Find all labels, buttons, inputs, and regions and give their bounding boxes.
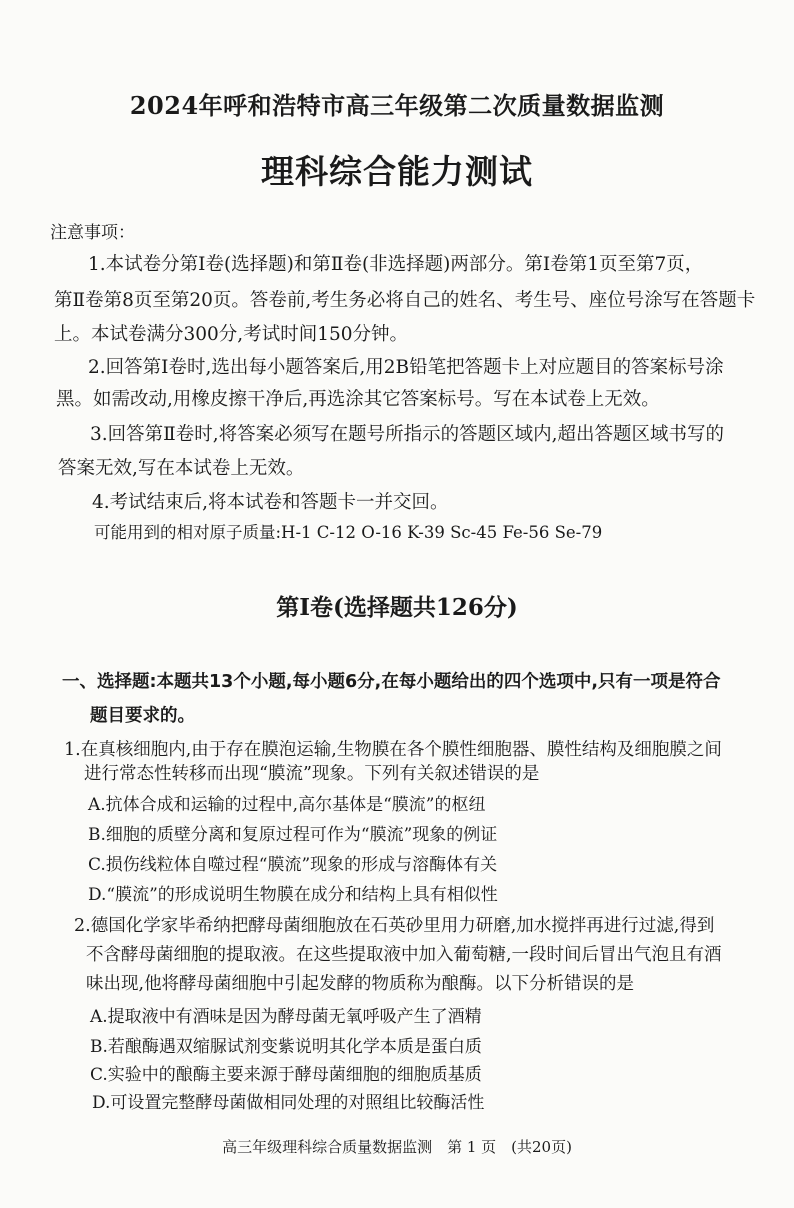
notice-line: 3.回答第Ⅱ卷时,将答案必须写在题号所指示的答题区域内,超出答题区域书写的 — [90, 424, 724, 445]
option: B.细胞的质壁分离和复原过程可作为“膜流”现象的例证 — [88, 825, 498, 845]
option: C.损伤线粒体自噬过程“膜流”现象的形成与溶酶体有关 — [88, 855, 498, 875]
notice-line: 黑。如需改动,用橡皮擦干净后,再选涂其它答案标号。写在本试卷上无效。 — [56, 389, 660, 410]
notice-heading: 注意事项： — [50, 223, 135, 243]
notice-line: 答案无效,写在本试卷上无效。 — [58, 458, 305, 479]
option: A.抗体合成和运输的过程中,高尔基体是“膜流”的枢纽 — [88, 795, 486, 815]
option: C.实验中的酿酶主要来源于酵母菌细胞的细胞质基质 — [90, 1065, 482, 1085]
option: D.可设置完整酵母菌做相同处理的对照组比较酶活性 — [92, 1093, 485, 1113]
question-stem: 味出现,他将酵母菌细胞中引起发酵的物质称为酿酶。以下分析错误的是 — [86, 974, 635, 994]
option: D.“膜流”的形成说明生物膜在成分和结构上具有相似性 — [88, 885, 498, 905]
notice-line: 2.回答第Ⅰ卷时,选出每小题答案后,用2B铅笔把答题卡上对应题目的答案标号涂 — [88, 357, 724, 378]
notice-line: 上。本试卷满分300分,考试时间150分钟。 — [54, 324, 409, 345]
page-footer: 高三年级理科综合质量数据监测 第 1 页 (共20页) — [222, 1138, 572, 1156]
question-stem: 进行常态性转移而出现“膜流”现象。下列有关叙述错误的是 — [84, 764, 540, 784]
atomic-mass-line: 可能用到的相对原子质量:H-1 C-12 O-16 K-39 Sc-45 Fe-56 Se-79 — [94, 523, 603, 542]
notice-line: 1.本试卷分第Ⅰ卷(选择题)和第Ⅱ卷(非选择题)两部分。第Ⅰ卷第1页至第7页， — [88, 254, 704, 275]
notice-line: 4.考试结束后,将本试卷和答题卡一并交回。 — [92, 492, 449, 513]
option: A.提取液中有酒味是因为酵母菌无氧呼吸产生了酒精 — [90, 1007, 482, 1027]
subject-title: 理科综合能力测试 — [261, 152, 533, 191]
question-stem: 2.德国化学家毕希纳把酵母菌细胞放在石英砂里用力研磨,加水搅拌再进行过滤,得到 — [74, 916, 715, 936]
notice-line: 第Ⅱ卷第8页至第20页。答卷前,考生务必将自己的姓名、考生号、座位号涂写在答题卡 — [54, 290, 756, 311]
question-stem: 不含酵母菌细胞的提取液。在这些提取液中加入葡萄糖,一段时间后冒出气泡且有酒 — [86, 945, 722, 965]
part-intro: 一、选择题:本题共13个小题,每小题6分,在每小题给出的四个选项中,只有一项是符合 — [62, 672, 721, 692]
part-intro: 题目要求的。 — [90, 706, 195, 726]
option: B.若酿酶遇双缩脲试剂变紫说明其化学本质是蛋白质 — [90, 1037, 482, 1057]
section-title: 第Ⅰ卷(选择题共126分) — [276, 594, 518, 621]
question-stem: 1.在真核细胞内,由于存在膜泡运输,生物膜在各个膜性细胞器、膜性结构及细胞膜之间 — [64, 740, 722, 760]
exam-title: 2024年呼和浩特市高三年级第二次质量数据监测 — [129, 91, 665, 120]
